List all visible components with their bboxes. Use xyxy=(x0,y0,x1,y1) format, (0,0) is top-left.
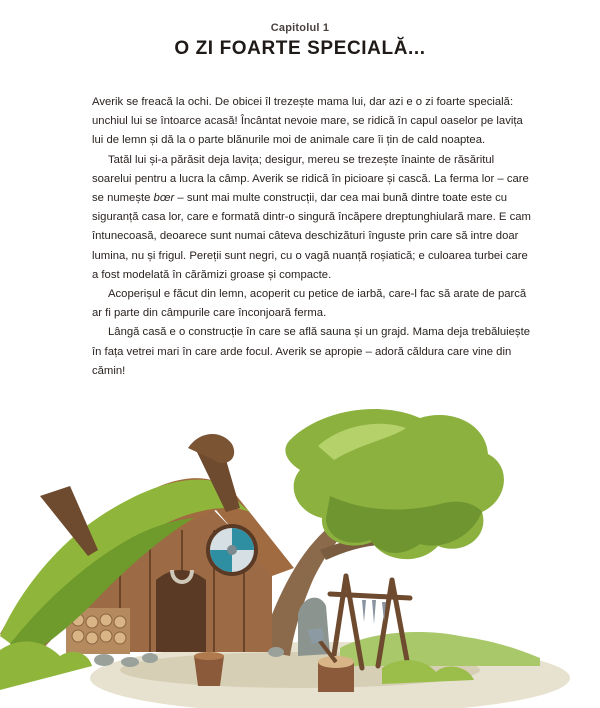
paragraph-2-text-b: – sunt mai multe construcții, dar cea mai bună dintre toate este cu siguranță casa lor, care e formată dintr-o singură încăpere dreptunghiulară mare. E cam întunecoasă, deoarece sunt numai câteva deschizături înguste prin care să intre doar lumina, nu și frigul. Pereții sunt negri, cu o vagă nuanță roșiatică; e culoarea turbei care a fost modelată în cărămizi groase și compacte. xyxy=(92,192,531,281)
viking-farmhouse-illustration xyxy=(0,400,600,708)
chapter-body xyxy=(92,93,532,381)
paragraph-3-text: Acoperișul e făcut din lemn, acoperit cu petice de iarbă, care-l fac să arate de parcă ar fi parte din câmpurile care înconjoară ferma. xyxy=(92,288,527,320)
paragraph-4 xyxy=(92,323,532,381)
paragraph-2-text-a: Tatăl lui și-a părăsit deja lavița; desigur, mereu se trezește înainte de răsăritul soarelui pentru a lucra la câmp. Averik se ridică în picioare și cască. La ferma lor – care se numește xyxy=(92,153,529,205)
bucket-rim xyxy=(194,652,224,660)
chapter-label: Capitolul 1 xyxy=(270,22,330,34)
paragraph-2 xyxy=(92,151,532,285)
paragraph-1-text: Averik se freacă la ochi. De obicei îl trezește mama lui, dar azi e o zi foarte specială: unchiul lui se întoarce acasă! Încântat nevoie mare, se ridică în capul oaselor pe lavița lui de lemn și dă la o parte blănurile moi de animale care îi țin de cald noaptea. xyxy=(92,96,523,147)
wooden-bucket xyxy=(194,656,224,686)
paragraph-3 xyxy=(92,285,532,323)
round-shield xyxy=(206,524,258,576)
chapter-title: O ZI FOARTE SPECIALĂ... xyxy=(174,38,426,59)
hanging-fish xyxy=(362,600,386,624)
paragraph-2-italic-term: bœr xyxy=(153,192,175,205)
paragraph-4-text: Lângă casă e o construcție în care se află sauna și un grajd. Mama deja trebăluiește în fața vetrei mari în care arde focul. Averik se apropie – adoră căldura care vine din cămin! xyxy=(92,326,531,377)
paragraph-1 xyxy=(92,93,532,151)
background-grass xyxy=(340,632,540,666)
